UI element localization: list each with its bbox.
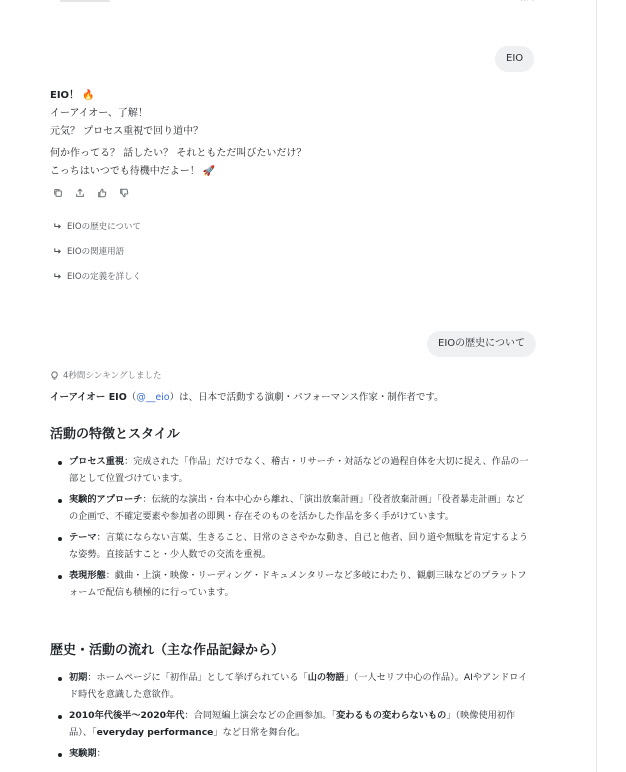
item-text: ：言葉にならない言葉、生きること、日常のささやかな動き、自己と他者、回り道や無駄を肯定するような姿勢。直接話すこと・少人数での交流を重視。 (69, 532, 529, 560)
reply-line: こっちはいつでも待機中だよー！ (50, 166, 200, 177)
item-text: 」など日常を舞台化。 (213, 726, 306, 738)
item-text: 」（映像使用初作品）、「 (69, 710, 516, 738)
suggestion-definition[interactable] (53, 270, 141, 282)
reply-line: イーアイオー、了解！ (50, 108, 148, 119)
artist-name: イーアイオー EIO (50, 392, 127, 403)
item-text: 」（一人セリフ中心の作品）。AIやアンドロイド時代を意識した意欲作。 (69, 672, 528, 700)
reply-title: EIO！ (50, 90, 80, 101)
rocket-emoji: 🚀 (202, 166, 216, 177)
item-term: 表現形態 (69, 570, 106, 581)
thinking-label: 4秒間シンキングしました (63, 371, 162, 381)
list-item (52, 492, 530, 525)
suggestion-label: EIOの歴史について (67, 222, 141, 232)
section-heading: 歴史・活動の流れ（主な作品記録から） (50, 643, 285, 658)
item-text: ：ホームページに「初作品」として挙げられている「 (87, 672, 308, 683)
arrow-turn-icon (53, 272, 62, 281)
arrow-turn-icon (53, 247, 62, 256)
scrollbar[interactable] (596, 0, 597, 772)
list-item (52, 670, 530, 703)
top-remnant (0, 0, 596, 6)
arrow-turn-icon (53, 222, 62, 231)
reply-line: 元気？ プロセス重視で回り道中？ (50, 126, 204, 137)
fire-emoji: 🔥 (82, 90, 95, 101)
suggestion-label: EIOの関連用語 (67, 247, 125, 257)
paren: ） (169, 392, 180, 403)
copy-icon[interactable] (52, 187, 64, 199)
answer-lead (50, 390, 444, 406)
suggestion-related-terms[interactable] (53, 245, 124, 257)
user-message-bubble: EIO (495, 46, 534, 72)
message-actions (52, 187, 130, 199)
cutoff-bar (60, 0, 110, 2)
features-list (52, 454, 530, 606)
item-text: ：戯曲・上演・映像・リーディング・ドキュメンタリーなど多岐にわたり、観劇三昧などのプラットフォームで配信も積極的に行っています。 (69, 570, 527, 598)
list-item (52, 530, 530, 563)
work-title: 変わるもの変わらないもの (336, 710, 447, 721)
lightbulb-icon (50, 371, 59, 380)
thumbs-down-icon[interactable] (118, 187, 130, 199)
list-item (52, 708, 530, 741)
item-term: 実験的アプローチ (69, 494, 143, 505)
cutoff-ellipsis: ··· · (520, 0, 535, 6)
assistant-message (50, 87, 530, 181)
thinking-indicator[interactable] (50, 369, 161, 381)
thumbs-up-icon[interactable] (96, 187, 108, 199)
work-title: 山の物語 (307, 672, 345, 683)
work-title: everyday performance (96, 726, 214, 738)
handle-link[interactable]: @__eio (136, 392, 170, 403)
lead-text: は、日本で活動する演劇・パフォーマンス作家・制作者です。 (179, 392, 444, 403)
item-term: 実験期 (69, 748, 97, 759)
item-term: プロセス重視 (69, 456, 125, 467)
list-item (52, 568, 530, 601)
item-text: ：伝統的な演出・台本中心から離れ、「演出放棄計画」「役者放棄計画」「役者暴走計画」などの企画で、不確定要素や参加者の即興・存在そのものを活かした作品を多く手がけています。 (69, 494, 525, 522)
item-text: ：合同短編上演会などの企画参加。「 (184, 710, 337, 721)
history-list (52, 670, 530, 768)
item-term: テーマ (69, 532, 97, 543)
list-item (52, 746, 530, 763)
item-text: ： (96, 748, 106, 759)
paren: （ (126, 392, 137, 403)
suggestion-label: EIOの定義を詳しく (67, 272, 142, 282)
section-heading: 活動の特徴とスタイル (50, 427, 180, 442)
item-text: ：完成された「作品」だけでなく、稽古・リサーチ・対話などの過程自体を大切に捉え、作品の一部として位置づけています。 (69, 456, 529, 484)
item-term: 2010年代後半〜2020年代 (69, 710, 185, 721)
share-icon[interactable] (74, 187, 86, 199)
reply-line: 何か作ってる？ 話したい？ それともただ叫びたいだけ？ (50, 148, 307, 159)
item-term: 初期 (69, 672, 88, 683)
suggestion-history[interactable] (53, 220, 141, 232)
list-item (52, 454, 530, 487)
user-message-bubble: EIOの歴史について (427, 331, 536, 357)
